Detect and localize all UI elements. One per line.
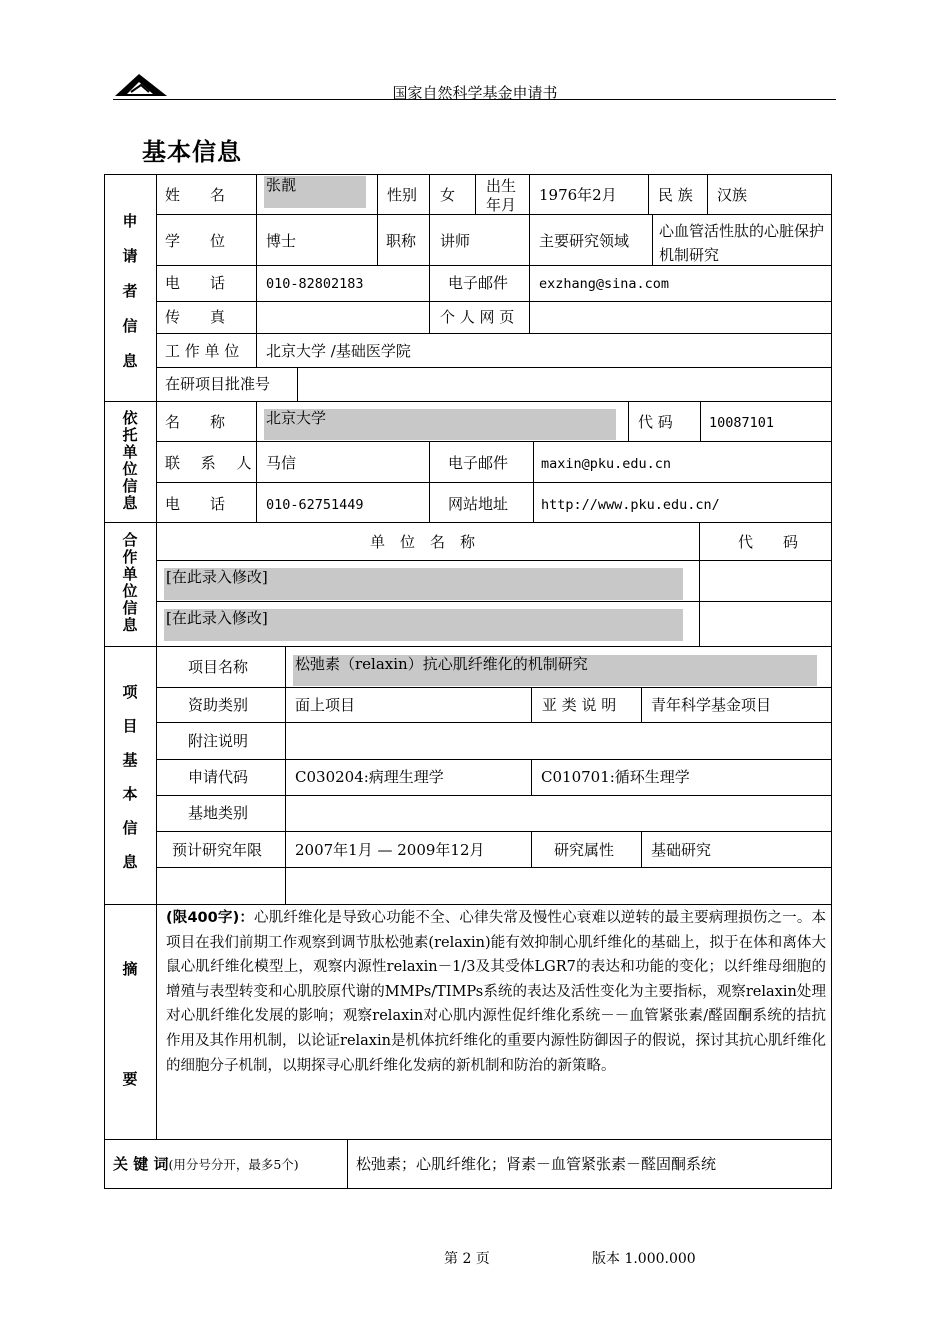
- degree-label: 学 位: [165, 232, 226, 250]
- ethnicity-label: 民 族: [658, 186, 693, 204]
- keywords-label: 关 键 词(用分号分开，最多5个): [113, 1155, 299, 1173]
- field-value: 心血管活性肽的心脏保护机制研究: [659, 222, 825, 264]
- note-label: 附注说明: [188, 732, 249, 750]
- coop-group-label: 合 作 单 位 信 息: [122, 531, 138, 634]
- host-email: maxin@pku.edu.cn: [541, 456, 672, 472]
- website-label: 网站地址: [448, 495, 509, 513]
- subtype-label: 亚 类 说 明: [542, 696, 617, 714]
- abstract-text: [166, 906, 826, 1078]
- page-number: 第 2 页: [444, 1251, 490, 1267]
- website-value: http://www.pku.edu.cn/: [541, 497, 720, 513]
- funding-value: 面上项目: [295, 696, 356, 714]
- abstract-label-2: 要: [122, 1070, 138, 1088]
- work-unit-value: 北京大学 /基础医学院: [266, 342, 411, 360]
- gender-label: 性别: [387, 186, 418, 204]
- page-title: 基本信息: [142, 138, 242, 166]
- work-unit-label: 工 作 单 位: [165, 342, 240, 360]
- keywords-hint: (用分号分开，最多5个): [168, 1157, 299, 1172]
- title-value: 讲师: [440, 232, 471, 250]
- project-no-label: 在研项目批准号: [165, 375, 271, 393]
- host-name: 北京大学: [266, 409, 327, 427]
- attr-label: 研究属性: [554, 841, 615, 859]
- applicant-name: 张靓: [266, 176, 297, 194]
- period-label: 预计研究年限: [172, 841, 263, 859]
- gender-value: 女: [440, 186, 456, 204]
- funding-label: 资助类别: [188, 696, 249, 714]
- host-group-label: 依 托 单 位 信 息: [122, 409, 138, 512]
- contact-label: 联 系 人: [165, 454, 260, 472]
- period-value: 2007年1月 — 2009年12月: [295, 841, 485, 859]
- applicant-group-label: 申 请 者 信 息: [122, 212, 138, 370]
- email-value: exzhang@sina.com: [539, 276, 670, 292]
- abstract-label-1: 摘: [122, 960, 138, 978]
- abstract-body: 心肌纤维化是导致心功能不全、心律失常及慢性心衰难以逆转的最主要病理损伤之一。本项目在我们前期工作观察到调节肽松弛素(relaxin)能有效抑制心肌纤维化的基础上，拟于在体和离体大鼠心肌纤维化模型上，观察内源性relaxin－1/3及其受体LGR7的表达和功能的变化；以纤维母细胞的增殖与表型转变和心肌胶原代谢的MMPs/TIMPs系统的表达及活性变化为主要指标，观察relaxin处理对心肌纤维化发展的影响；观察relaxin对心肌内源性促纤维化系统－－血管紧张素/醛固酮系统的拮抗作用及其作用机制，以论证relaxin是机体抗纤维化的重要内源性防御因子的假说，探讨其抗心肌纤维化的细胞分子机制，以期探寻心肌纤维化发病的新机制和防治的新策略。: [166, 910, 826, 1074]
- version-label: 版本 1.000.000: [592, 1251, 696, 1267]
- host-phone: 010-62751449: [266, 497, 364, 513]
- host-name-label: 名 称: [165, 413, 226, 431]
- fax-label: 传 真: [165, 308, 226, 326]
- subtype-value: 青年科学基金项目: [651, 696, 772, 714]
- base-label: 基地类别: [188, 804, 249, 822]
- abstract-limit: (限400字)：: [166, 910, 255, 926]
- host-code-label: 代 码: [638, 413, 673, 431]
- contact-value: 马信: [266, 454, 297, 472]
- birth-value: 1976年2月: [539, 186, 617, 204]
- project-group-label: 项 目 基 本 信 息: [122, 683, 138, 871]
- keywords-value: 松弛素；心肌纤维化；肾素－血管紧张素－醛固酮系统: [356, 1155, 717, 1173]
- apply-code-label: 申请代码: [188, 768, 249, 786]
- email-label: 电子邮件: [448, 274, 509, 292]
- degree-value: 博士: [266, 232, 297, 250]
- birth-label: 出生年月: [486, 177, 517, 212]
- phone-value: 010-82802183: [266, 276, 364, 292]
- title-label: 职称: [386, 232, 417, 250]
- homepage-label: 个 人 网 页: [440, 308, 515, 326]
- apply-code-2: C010701:循环生理学: [541, 768, 690, 786]
- host-phone-label: 电 话: [165, 495, 226, 513]
- field-label: 主要研究领域: [539, 232, 630, 250]
- coop-code-header: 代 码: [738, 533, 799, 551]
- attr-value: 基础研究: [651, 841, 712, 859]
- apply-code-1: C030204:病理生理学: [295, 768, 444, 786]
- project-name: 松弛素（relaxin）抗心肌纤维化的机制研究: [295, 655, 588, 673]
- ethnicity-value: 汉族: [717, 186, 748, 204]
- header-title: 国家自然科学基金申请书: [392, 84, 558, 102]
- name-label: 姓 名: [165, 186, 226, 204]
- coop-row-1: [在此录入修改]: [166, 568, 268, 586]
- host-email-label: 电子邮件: [448, 454, 509, 472]
- coop-unit-header: 单 位 名 称: [370, 533, 476, 551]
- coop-row-2: [在此录入修改]: [166, 609, 268, 627]
- phone-label: 电 话: [165, 274, 226, 292]
- project-name-label: 项目名称: [188, 658, 249, 676]
- host-code: 10087101: [709, 415, 775, 431]
